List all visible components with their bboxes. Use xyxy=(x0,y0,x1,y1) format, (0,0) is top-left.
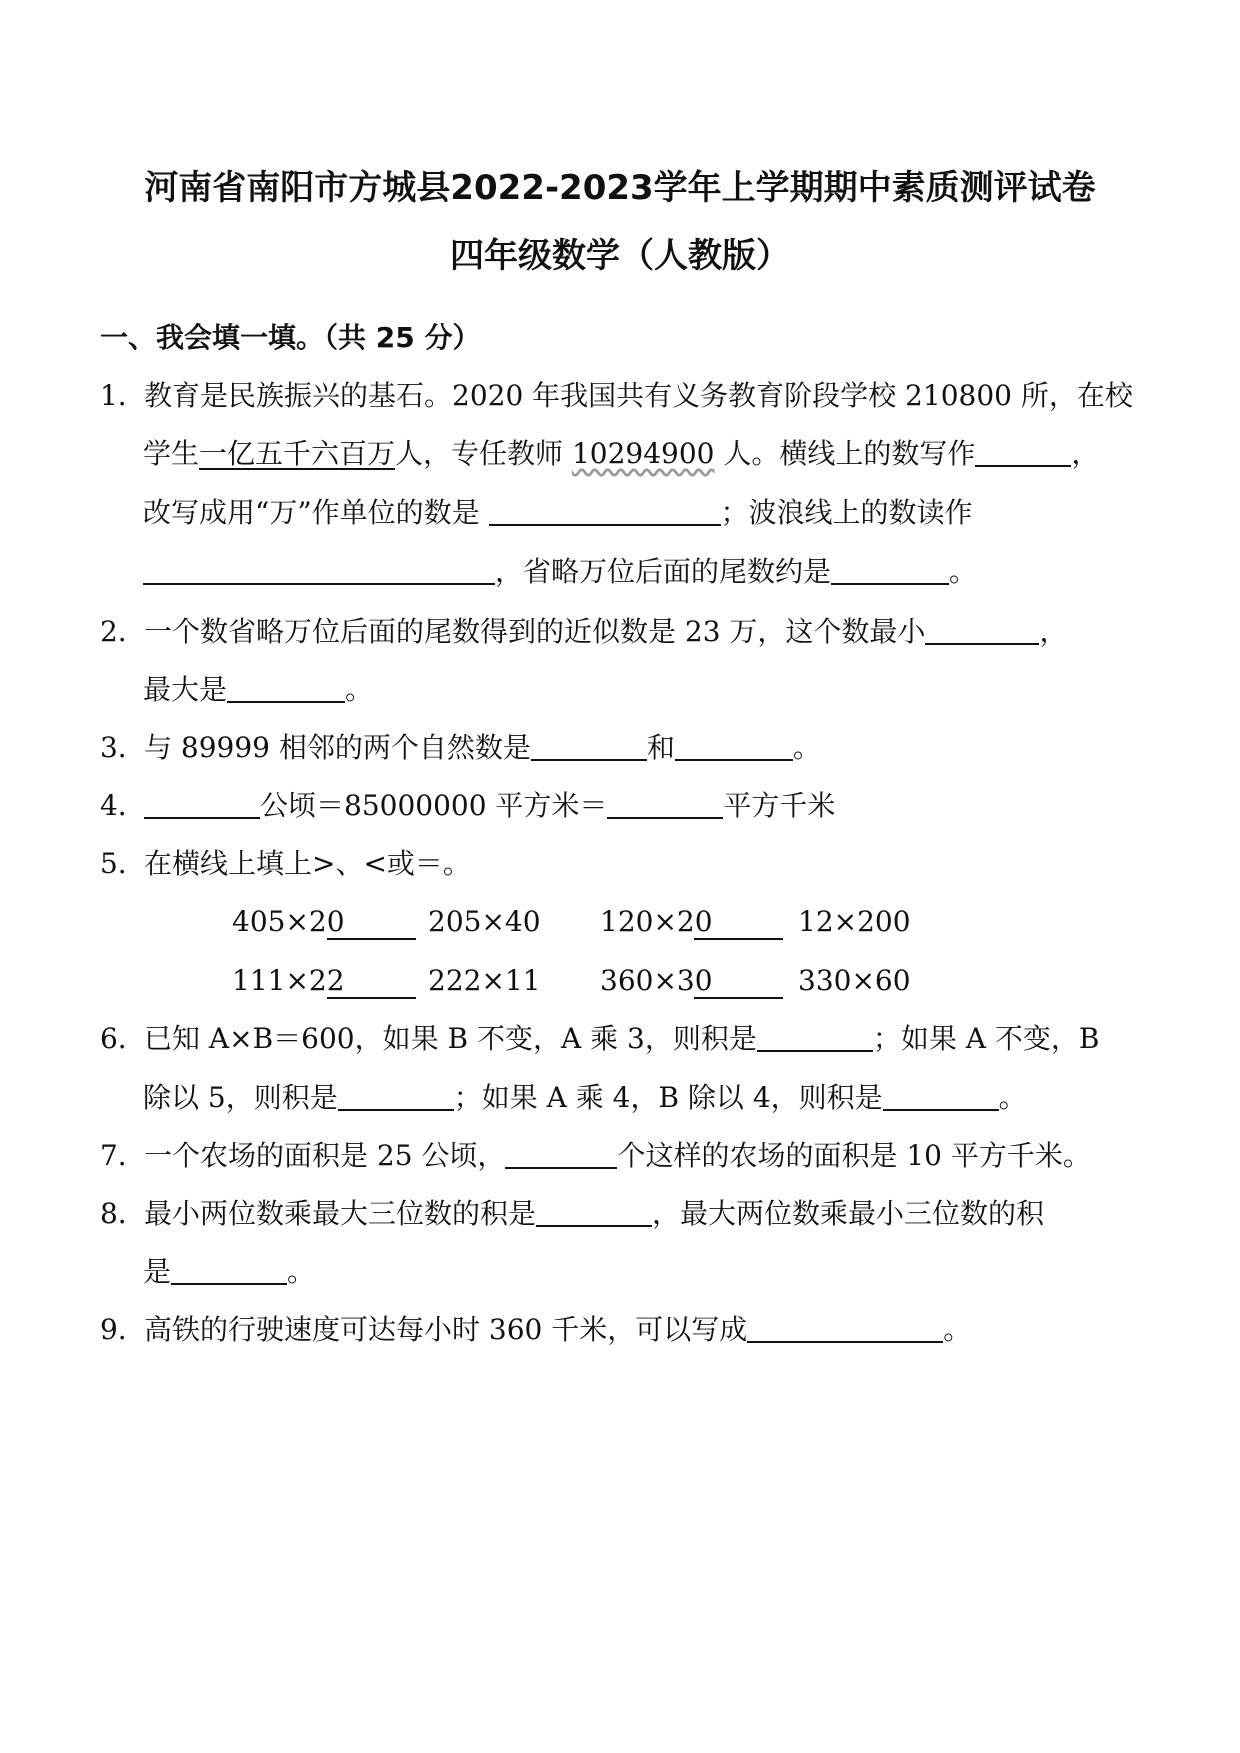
expression: 405×20 xyxy=(232,905,345,938)
question-text: ；波浪线上的数读作 xyxy=(720,496,973,529)
question-text: ；如果 A 乘 4，B 除以 4，则积是 xyxy=(453,1081,883,1114)
expression: 222×11 xyxy=(428,964,541,997)
question-2-line-1 xyxy=(100,612,1067,652)
answer-blank[interactable] xyxy=(607,787,723,819)
question-text: 。 xyxy=(943,1313,972,1346)
question-number: 8． xyxy=(100,1197,146,1230)
answer-blank[interactable] xyxy=(757,1020,873,1052)
question-1-line-4 xyxy=(143,552,977,592)
exam-subtitle: 四年级数学（人教版） xyxy=(450,236,790,276)
answer-blank[interactable] xyxy=(883,1079,999,1111)
exam-title: 河南省南阳市方城县2022-2023学年上学期期中素质测评试卷 xyxy=(144,168,1096,208)
question-text: 个这样的农场的面积是 10 平方千米。 xyxy=(617,1139,1091,1172)
question-text: ；如果 A 不变，B xyxy=(872,1022,1100,1055)
question-number: 4． xyxy=(100,789,146,822)
question-1-line-1 xyxy=(100,376,1133,416)
comparison-blank[interactable] xyxy=(694,967,783,999)
question-text: 改写成用“万”作单位的数是 xyxy=(143,496,489,529)
wavy-underlined-number: 10294900 xyxy=(571,437,715,470)
answer-blank[interactable] xyxy=(171,1253,287,1285)
answer-blank[interactable] xyxy=(338,1079,454,1111)
answer-blank[interactable] xyxy=(505,1137,617,1169)
question-text: 最大是 xyxy=(143,673,228,706)
comparison-blank[interactable] xyxy=(327,908,416,940)
question-text: 已知 A×B＝600，如果 B 不变，A 乘 3，则积是 xyxy=(144,1022,757,1055)
answer-blank[interactable] xyxy=(831,553,949,585)
expression: 360×30 xyxy=(600,964,713,997)
question-text: 除以 5，则积是 xyxy=(143,1081,338,1114)
question-5 xyxy=(100,844,471,884)
question-text: 是 xyxy=(143,1255,172,1288)
expression: 330×60 xyxy=(798,964,911,997)
expression: 12×200 xyxy=(798,905,911,938)
answer-blank[interactable] xyxy=(144,787,260,819)
question-text: 教育是民族振兴的基石。2020 年我国共有义务教育阶段学校 210800 所，在校 xyxy=(144,379,1133,412)
question-6-line-1 xyxy=(100,1019,1099,1059)
question-text: 和 xyxy=(646,731,675,764)
section-heading: 一、我会填一填。（共 25 分） xyxy=(100,321,481,354)
question-text: 与 89999 相邻的两个自然数是 xyxy=(144,731,531,764)
question-number: 9． xyxy=(100,1313,146,1346)
question-text: ，最大两位数乘最小三位数的积 xyxy=(652,1197,1045,1230)
question-number: 1． xyxy=(100,379,146,412)
question-text: 在横线上填上>、<或＝。 xyxy=(144,847,471,880)
question-text: 一个农场的面积是 25 公顷， xyxy=(144,1139,506,1172)
answer-blank[interactable] xyxy=(531,729,647,761)
question-text: 。 xyxy=(998,1081,1027,1114)
question-8-line-1 xyxy=(100,1194,1044,1234)
answer-blank[interactable] xyxy=(975,435,1071,467)
question-text: ， xyxy=(1071,437,1100,470)
question-text: 。 xyxy=(345,673,374,706)
comparison-blank[interactable] xyxy=(694,908,783,940)
answer-blank[interactable] xyxy=(489,494,721,526)
comparison-blank[interactable] xyxy=(327,967,416,999)
expression: 205×40 xyxy=(428,905,541,938)
question-8-line-2 xyxy=(143,1252,315,1292)
answer-blank[interactable] xyxy=(143,553,495,585)
question-2-line-2 xyxy=(143,670,373,710)
question-text: 人。横线上的数写作 xyxy=(714,437,976,470)
answer-blank[interactable] xyxy=(925,613,1039,645)
question-1-line-2 xyxy=(143,434,1099,474)
question-text: 学生 xyxy=(143,437,200,470)
question-text: 公顷＝85000000 平方米＝ xyxy=(260,789,608,822)
question-text: 平方千米 xyxy=(723,789,836,822)
answer-blank[interactable] xyxy=(747,1311,943,1343)
question-text: 。 xyxy=(792,731,821,764)
answer-blank[interactable] xyxy=(536,1195,652,1227)
question-text: 最小两位数乘最大三位数的积是 xyxy=(144,1197,537,1230)
question-number: 2． xyxy=(100,615,146,648)
question-text: 。 xyxy=(949,555,978,588)
question-text: 人，专任教师 xyxy=(395,437,572,470)
expression: 120×20 xyxy=(600,905,713,938)
question-number: 5． xyxy=(100,847,146,880)
question-text: ， xyxy=(1039,615,1068,648)
question-9 xyxy=(100,1310,971,1350)
question-text: 高铁的行驶速度可达每小时 360 千米，可以写成 xyxy=(144,1313,748,1346)
question-text: 。 xyxy=(287,1255,316,1288)
question-1-line-3 xyxy=(143,493,973,533)
question-6-line-2 xyxy=(143,1078,1027,1118)
expression: 111×22 xyxy=(232,964,345,997)
question-7 xyxy=(100,1136,1091,1176)
question-4 xyxy=(100,786,835,826)
question-number: 3． xyxy=(100,731,146,764)
question-number: 7． xyxy=(100,1139,146,1172)
question-number: 6． xyxy=(100,1022,146,1055)
question-3 xyxy=(100,728,821,768)
question-text: ，省略万位后面的尾数约是 xyxy=(495,555,832,588)
underlined-number: 一亿五千六百万 xyxy=(199,437,396,470)
answer-blank[interactable] xyxy=(227,671,345,703)
answer-blank[interactable] xyxy=(675,729,793,761)
question-text: 一个数省略万位后面的尾数得到的近似数是 23 万，这个数最小 xyxy=(144,615,926,648)
